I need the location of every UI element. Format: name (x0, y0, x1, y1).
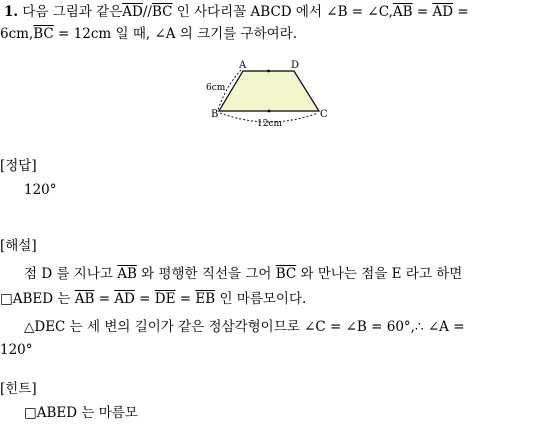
segment-bc-2: $\overline{BC}$ (33, 26, 54, 42)
vertex-c-label: C (320, 109, 328, 120)
explanation-line-1 (24, 265, 462, 283)
segment-ab-ref: $\overline{AB}$ (117, 266, 137, 282)
segment-ab-ref: $\overline{AB}$ (74, 291, 95, 307)
segment-ad-2: $\overline{AD}$ (432, 4, 454, 20)
length-label-bc: 12cm (257, 119, 283, 129)
parallel-symbol: // (142, 4, 152, 20)
hint-header: [힌트] (0, 381, 37, 397)
problem-text-2b: = 12cm 일 때, ∠A 의 크기를 구하여라. (53, 26, 298, 42)
tick-bc (268, 110, 271, 113)
explanation-text: 와 만나는 점을 E 라고 하면 (296, 266, 463, 282)
problem-text-1b: 인 사다리꼴 ABCD 에서 ∠B = ∠C, (172, 4, 393, 20)
vertex-b-label: B (211, 109, 219, 120)
problem-text-1a: 다음 그림과 같은 (22, 4, 123, 20)
answer-header: [정답] (0, 158, 37, 174)
segment-bc-ref: $\overline{BC}$ (275, 266, 297, 282)
explanation-line-2 (0, 290, 306, 308)
tick-ad (267, 70, 270, 73)
answer-value: 120° (24, 182, 57, 198)
equals-sign: = (94, 291, 115, 307)
explanation-line-3: △DEC 는 세 변의 길이가 같은 정삼각형이므로 ∠C = ∠B = 60°,∴ ∠A = (24, 319, 465, 335)
problem-text-2a: 6cm, (0, 26, 34, 42)
equals-sign: = (175, 291, 196, 307)
explanation-text: 인 마름모이다. (215, 291, 307, 307)
hint-text: □ABED 는 마름모 (24, 405, 138, 421)
equals-end: = (453, 4, 469, 20)
length-label-ab: 6cm (206, 83, 226, 93)
equals-sign: = (134, 291, 155, 307)
explanation-text: □ABED 는 (0, 291, 75, 307)
segment-eb-ref: $\overline{EB}$ (195, 291, 216, 307)
segment-ad-ref: $\overline{AD}$ (114, 291, 135, 307)
vertex-d-label: D (291, 60, 300, 71)
equals-sign: = (412, 4, 433, 20)
problem-number: 1. (4, 4, 19, 20)
segment-de-ref: $\overline{DE}$ (154, 291, 176, 307)
segment-ad: $\overline{AD}$ (122, 4, 143, 20)
vertex-a-label: A (239, 60, 247, 71)
segment-ab: $\overline{AB}$ (392, 4, 413, 20)
explanation-text: 와 평행한 직선을 그어 (136, 266, 276, 282)
explanation-line-4: 120° (0, 342, 33, 358)
explanation-header: [해설] (0, 238, 37, 254)
trapezoid-figure (0, 0, 534, 140)
trapezoid-shape (219, 71, 319, 111)
segment-bc: $\overline{BC}$ (151, 4, 173, 20)
explanation-text: 점 D 를 지나고 (24, 266, 118, 282)
